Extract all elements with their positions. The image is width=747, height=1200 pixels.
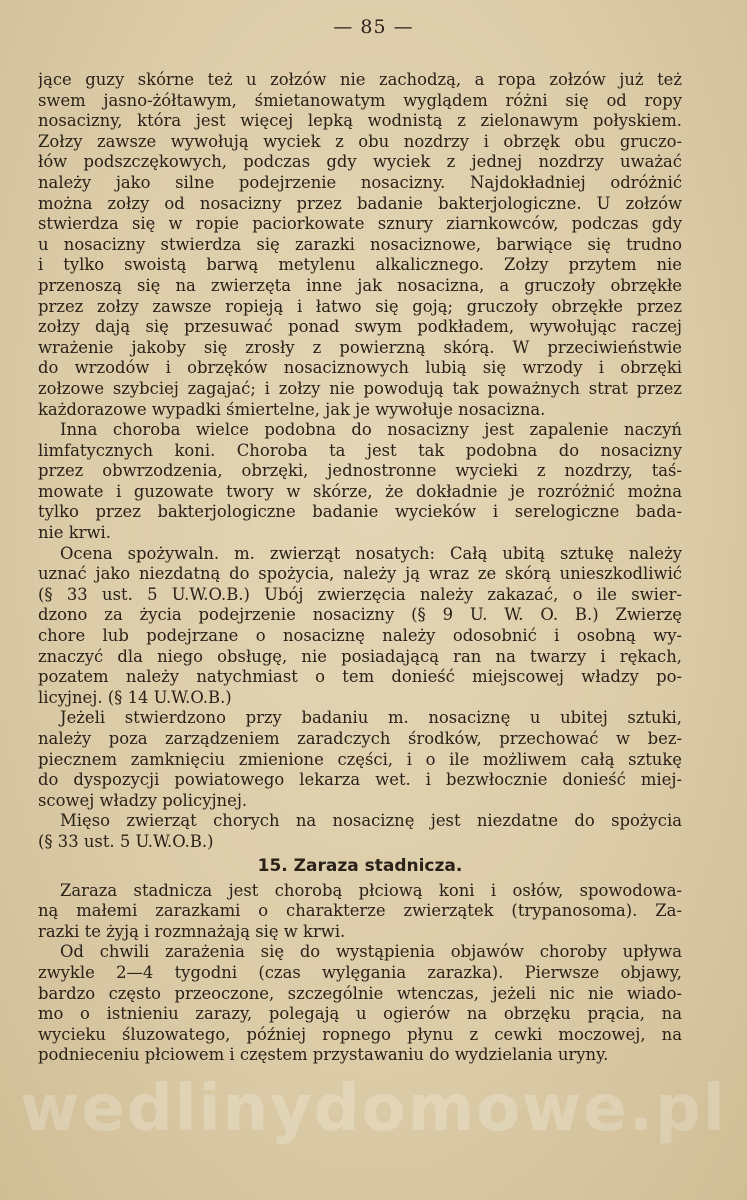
paragraph (38, 544, 682, 709)
text-line: zwykle 2—4 tygodni (czas wylęgania zarazka). Pierwsze objawy, (38, 962, 682, 982)
paragraph (38, 420, 682, 544)
text-line: Zaraza stadnicza jest chorobą płciową koni i osłów, spowodowa- (60, 880, 682, 900)
text-line: Zołzy zawsze wywołują wyciek z obu nozdrzy i obrzęk obu gruczo- (38, 131, 682, 151)
text-line: Od chwili zarażenia się do wystąpienia objawów choroby upływa (60, 942, 682, 962)
text-line: dzono za życia podejrzenie nosacizny (§ 9 U. W. O. B.) Zwierzę (38, 605, 682, 625)
text-line: i tylko swoistą barwą metylenu alkalicznego. Zołzy przytem nie (38, 255, 682, 275)
text-line: Ocena spożywaln. m. zwierząt nosatych: Całą ubitą sztukę należy (60, 543, 682, 563)
text-line: do wrzodów i obrzęków nosaciznowych lubią się wrzody i obrzęki (38, 358, 682, 378)
text-line: wycieku śluzowatego, później ropnego płynu z cewki moczowej, na (38, 1024, 682, 1044)
text-line: (§ 33 ust. 5 U.W.O.B.) Ubój zwierzęcia należy zakazać, o ile swier- (38, 584, 682, 604)
text-line: mo o istnieniu zarazy, polegają u ogierów na obrzęku prącia, na (38, 1004, 682, 1024)
text-line: przez obwrzodzenia, obrzęki, jednostronne wycieki z nozdrzy, taś- (38, 461, 682, 481)
body-text (38, 70, 682, 1066)
text-line: scowej władzy policyjnej. (38, 790, 248, 810)
text-line: (§ 33 ust. 5 U.W.O.B.) (38, 831, 214, 851)
text-line: bardzo często przeoczone, szczególnie wtenczas, jeżeli nic nie wiado- (38, 983, 682, 1003)
text-line: limfatycznych koni. Choroba ta jest tak podobna do nosacizny (38, 440, 682, 460)
text-line: licyjnej. (§ 14 U.W.O.B.) (38, 687, 232, 707)
text-line: przenoszą się na zwierzęta inne jak nosacizna, a gruczoły obrzękłe (38, 275, 682, 295)
paragraph (38, 811, 682, 852)
text-line: zołzy dają się przesuwać ponad swym podkładem, wywołując raczej (38, 317, 682, 337)
section-heading: 15. Zaraza stadnicza. (257, 855, 463, 876)
text-line: nosacizny, która jest więcej lepką wodnistą z zielonawym połyskiem. (38, 111, 682, 131)
text-line: u nosacizny stwierdza się zarazki nosaciznowe, barwiące się trudno (38, 234, 682, 254)
text-line: razki te żyją i rozmnażają się w krwi. (38, 921, 346, 941)
text-line: podnieceniu płciowem i częstem przystawaniu do wydzielania uryny. (38, 1045, 609, 1065)
text-line: zołzowe szybciej zagajać; i zołzy nie powodują tak poważnych strat przez (38, 378, 682, 398)
text-line: przez zołzy zawsze ropieją i łatwo się goją; gruczoły obrzękłe przez (38, 296, 682, 316)
page-number: — 85 — (333, 16, 414, 38)
text-line: można zołzy od nosacizny przez badanie bakterjologiczne. U zołzów (38, 193, 682, 213)
text-line: uznać jako niezdatną do spożycia, należy ją wraz ze skórą unieszkodliwić (38, 564, 682, 584)
text-line: ną małemi zarazkami o charakterze zwierzątek (trypanosoma). Za- (38, 901, 682, 921)
text-line: nie krwi. (38, 523, 111, 543)
text-line: jące guzy skórne też u zołzów nie zachodzą, a ropa zołzów już też (38, 70, 682, 89)
text-line: mowate i guzowate twory w skórze, że dokładnie je rozróżnić można (38, 481, 682, 501)
text-line: tylko przez bakterjologiczne badanie wycieków i serelogiczne bada- (38, 502, 682, 522)
text-line: swem jasno-żółtawym, śmietanowatym wyglądem różni się od ropy (38, 90, 682, 110)
text-line: stwierdza się w ropie paciorkowate sznury ziarnkowców, podczas gdy (38, 214, 682, 234)
paragraph (38, 70, 682, 420)
paragraph (38, 708, 682, 811)
text-line: chore lub podejrzane o nosaciznę należy odosobnić i osobną wy- (38, 626, 682, 646)
watermark: wedlinydomowe.pl (20, 1072, 727, 1146)
text-line: łów podszczękowych, podczas gdy wyciek z jednej nozdrzy uważać (38, 152, 682, 172)
text-line: każdorazowe wypadki śmiertelne, jak je wywołuje nosacizna. (38, 399, 546, 419)
text-line: pozatem należy natychmiast o tem donieść miejscowej władzy po- (38, 667, 682, 687)
text-line: piecznem zamknięciu zmienione części, i o ile możliwem całą sztukę (38, 749, 682, 769)
text-line: Inna choroba wielce podobna do nosacizny jest zapalenie naczyń (60, 420, 682, 440)
text-line: Mięso zwierząt chorych na nosaciznę jest niezdatne do spożycia (60, 811, 682, 831)
text-line: Jeżeli stwierdzono przy badaniu m. nosaciznę u ubitej sztuki, (60, 708, 682, 728)
paragraph (38, 881, 682, 943)
text-line: należy jako silne podejrzenie nosacizny. Najdokładniej odróżnić (38, 172, 682, 192)
text-line: wrażenie jakoby się zrosły z powierzną skórą. W przeciwieństwie (38, 337, 682, 357)
text-line: znaczyć dla niego obsługę, nie posiadającą ran na twarzy i rękach, (38, 646, 682, 666)
text-line: do dyspozycji powiatowego lekarza wet. i bezwłocznie donieść miej- (38, 770, 682, 790)
paragraph (38, 942, 682, 1066)
text-line: należy poza zarządzeniem zaradczych środków, przechować w bez- (38, 729, 682, 748)
